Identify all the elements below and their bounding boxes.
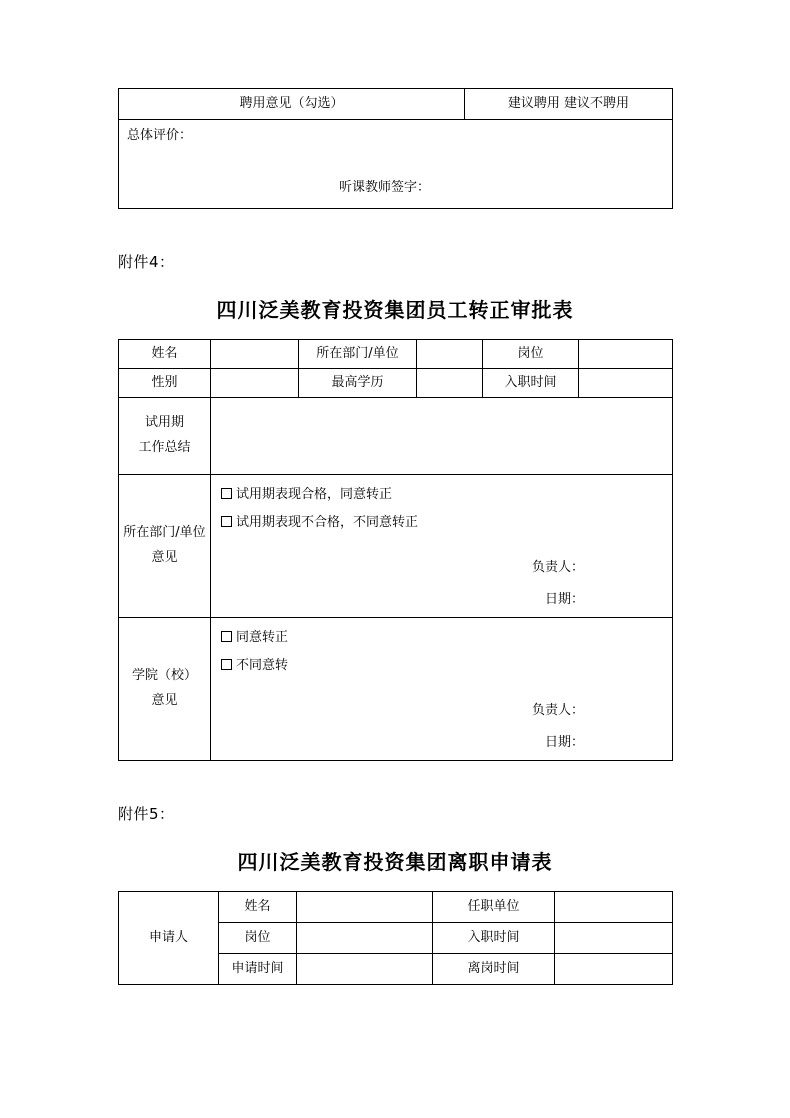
table-row: [119, 892, 673, 923]
name-value[interactable]: [211, 340, 299, 369]
applicant-unit-value[interactable]: [555, 892, 673, 923]
department-opinion-label: [119, 475, 211, 618]
college-option-agree[interactable]: [221, 628, 662, 648]
applicant-leavedate-label: 离岗时间: [433, 954, 555, 985]
resignation-application-table: [118, 891, 673, 985]
name-label: 姓名: [119, 340, 211, 369]
checkbox-icon[interactable]: [221, 659, 232, 670]
college-option-disagree[interactable]: [221, 656, 662, 676]
applicant-name-label: 姓名: [219, 892, 297, 923]
hiring-opinion-choices: 建议聘用 建议不聘用: [465, 89, 673, 120]
education-label: 最高学历: [299, 369, 417, 398]
applicant-applydate-value[interactable]: [297, 954, 433, 985]
table-row: [119, 398, 673, 475]
checkbox-icon[interactable]: [221, 516, 232, 527]
table-row: [119, 340, 673, 369]
education-value[interactable]: [417, 369, 483, 398]
gender-label: 性别: [119, 369, 211, 398]
applicant-leavedate-value[interactable]: [555, 954, 673, 985]
department-value[interactable]: [417, 340, 483, 369]
college-opinion-label-line2: 意见: [151, 693, 178, 708]
college-date-label: 日期：: [544, 734, 584, 750]
department-date-label: 日期：: [544, 591, 584, 607]
department-label: 所在部门/单位: [299, 340, 417, 369]
probation-summary-value[interactable]: [211, 398, 673, 475]
applicant-hiredate-value[interactable]: [555, 923, 673, 954]
department-option-pass[interactable]: [221, 485, 662, 505]
applicant-applydate-label: 申请时间: [219, 954, 297, 985]
department-opinion-label-line2: 意见: [151, 550, 178, 565]
college-option-disagree-label: 不同意转: [236, 657, 289, 673]
department-option-fail-label: 试用期表现不合格，不同意转正: [236, 514, 419, 530]
probation-summary-label-line2: 工作总结: [138, 440, 191, 455]
attachment4-label: 附件4：: [118, 253, 175, 271]
department-option-pass-label: 试用期表现合格，同意转正: [236, 487, 393, 502]
department-opinion-cell: [211, 475, 673, 618]
college-opinion-cell: [211, 618, 673, 761]
college-option-agree-label: 同意转正: [236, 630, 289, 645]
attachment5-label: 附件5：: [118, 805, 175, 823]
table-row: [119, 369, 673, 398]
college-opinion-label: [119, 618, 211, 761]
department-opinion-label-line1: 所在部门/单位: [123, 525, 206, 541]
applicant-position-value[interactable]: [297, 923, 433, 954]
attachment4-title: 四川泛美教育投资集团员工转正审批表: [216, 298, 574, 322]
regularization-approval-table: [118, 339, 673, 761]
gender-value[interactable]: [211, 369, 299, 398]
department-option-fail[interactable]: [221, 513, 662, 533]
checkbox-icon[interactable]: [221, 631, 232, 642]
position-label: 岗位: [483, 340, 579, 369]
college-owner-label: 负责人：: [531, 703, 584, 718]
college-opinion-label-line1: 学院（校）: [131, 668, 197, 684]
applicant-label: 申请人: [119, 892, 219, 985]
table-row: [119, 618, 673, 761]
overall-evaluation-cell: [119, 120, 673, 209]
hiring-opinion-label: 聘用意见（勾选）: [119, 89, 465, 120]
checkbox-icon[interactable]: [221, 488, 232, 499]
hiring-opinion-table: [118, 88, 673, 209]
table-row: [119, 89, 673, 120]
applicant-hiredate-label: 入职时间: [433, 923, 555, 954]
table-row: [119, 120, 673, 209]
probation-summary-label-line1: 试用期: [144, 415, 184, 431]
applicant-name-value[interactable]: [297, 892, 433, 923]
position-value[interactable]: [579, 340, 673, 369]
hire-date-value[interactable]: [579, 369, 673, 398]
applicant-position-label: 岗位: [219, 923, 297, 954]
department-owner-label: 负责人：: [531, 560, 584, 575]
overall-evaluation-label: 总体评价：: [127, 128, 193, 143]
probation-summary-label: [119, 398, 211, 475]
table-row: [119, 475, 673, 618]
hire-date-label: 入职时间: [483, 369, 579, 398]
attachment5-title: 四川泛美教育投资集团离职申请表: [237, 850, 553, 874]
applicant-unit-label: 任职单位: [433, 892, 555, 923]
teacher-signature-label: 听课教师签字：: [338, 179, 430, 195]
